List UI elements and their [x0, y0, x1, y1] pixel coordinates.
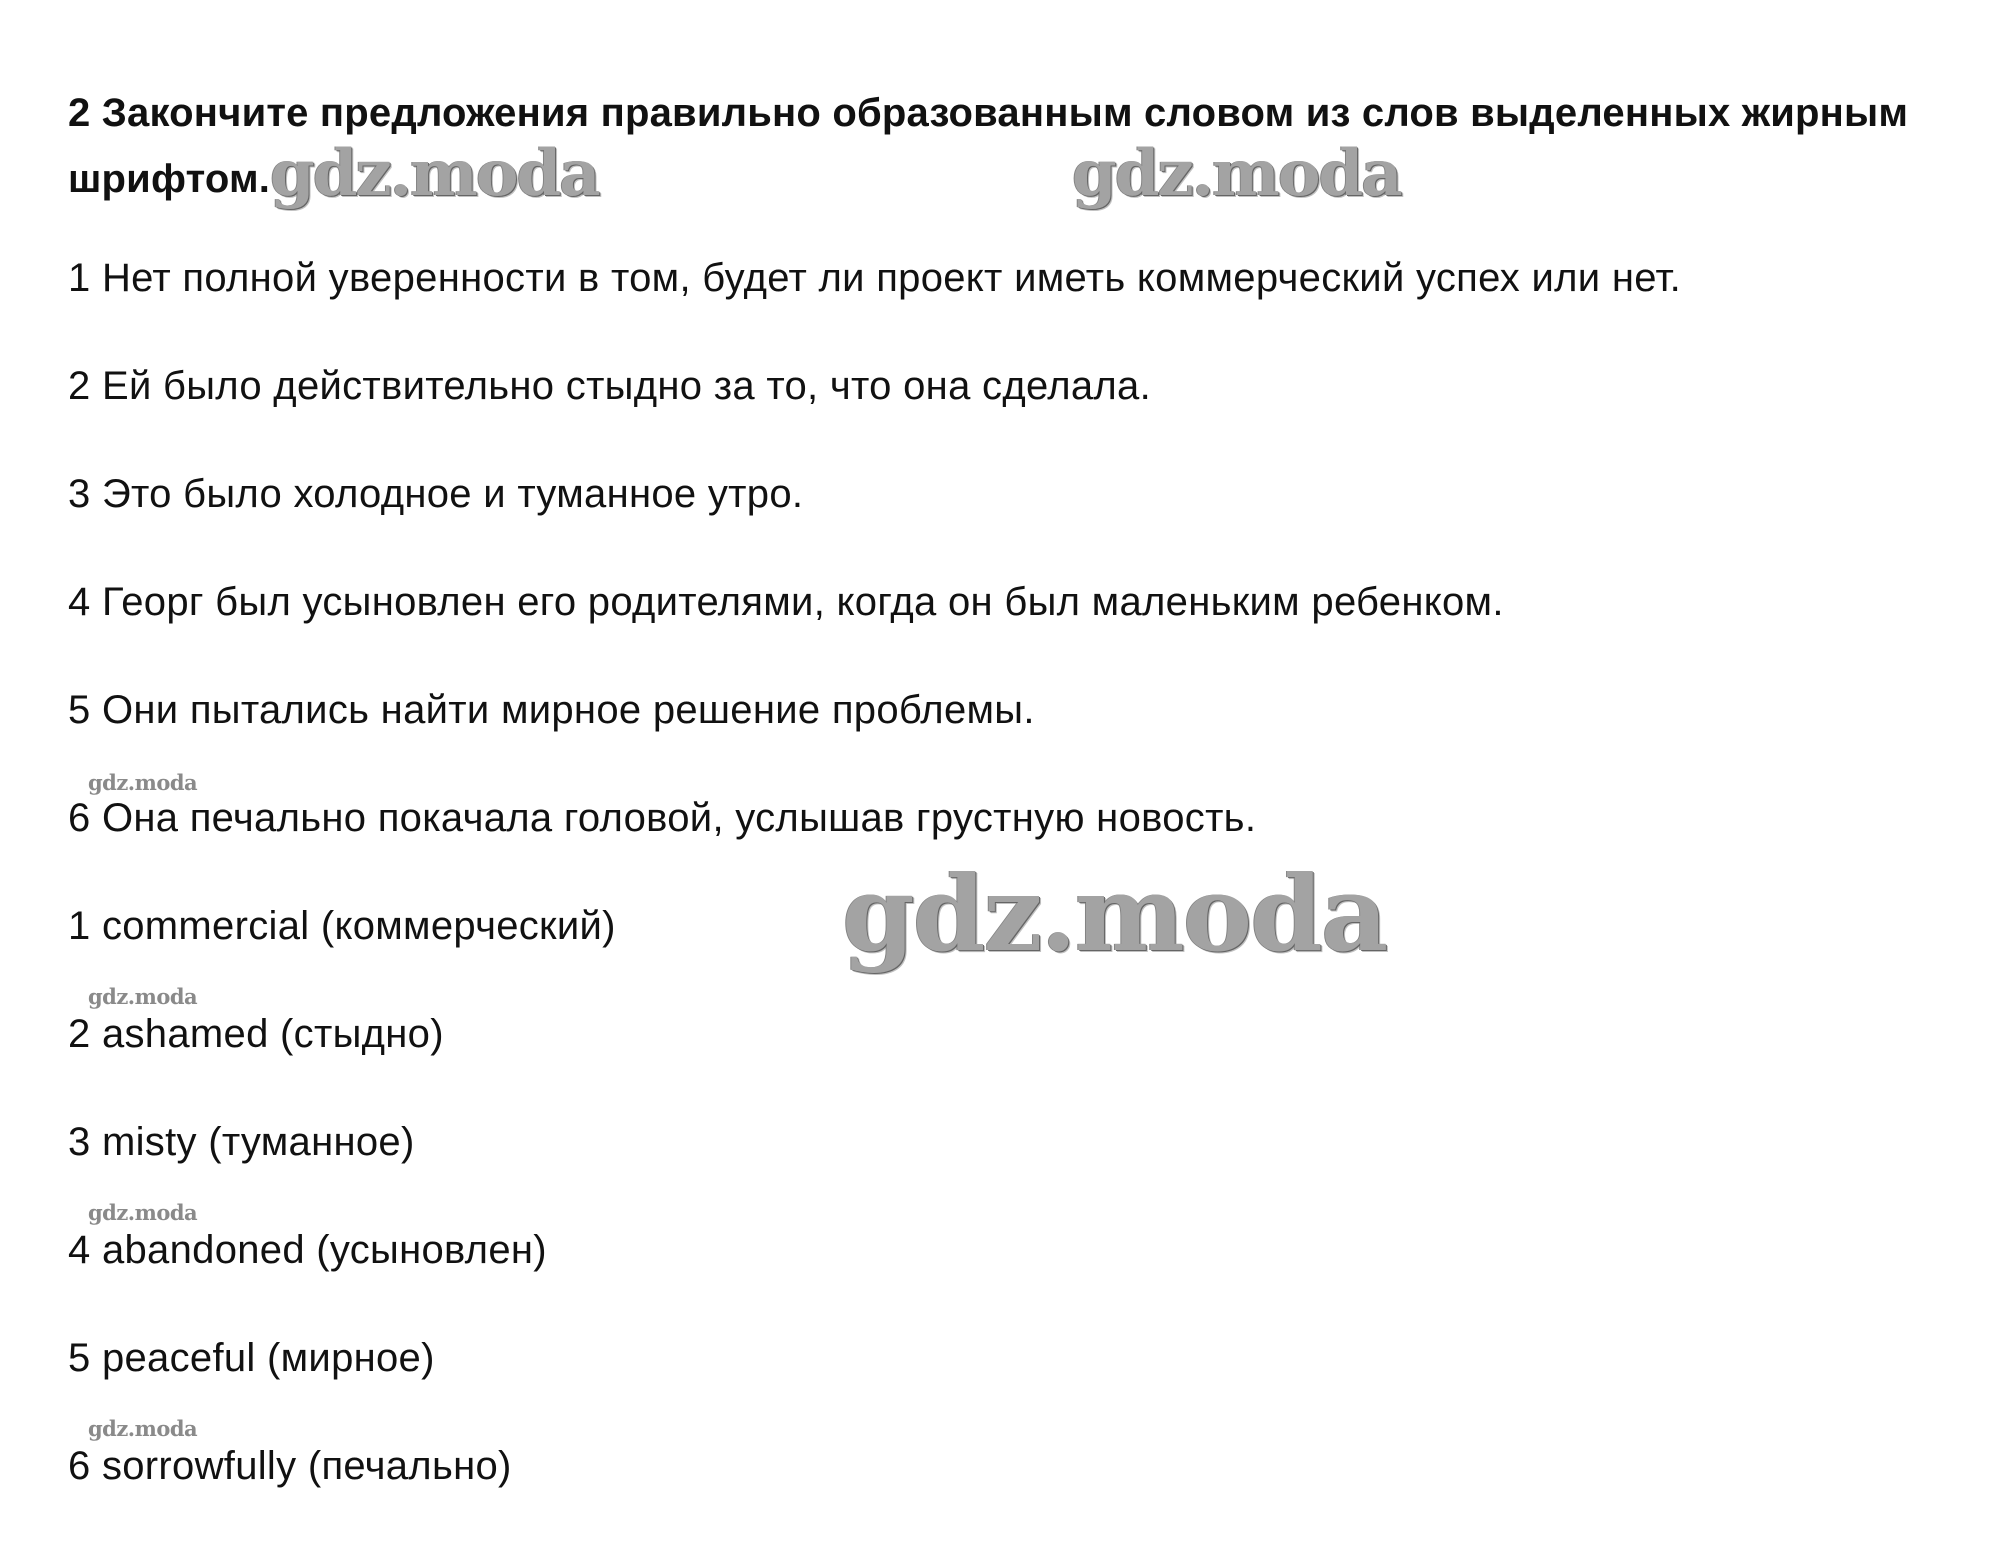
watermark: gdz.moda — [88, 1416, 198, 1441]
watermark: gdz.moda — [1072, 136, 1401, 211]
watermark: gdz.moda — [88, 770, 198, 795]
answer-1: 1 commercial (коммерческий) — [68, 904, 616, 948]
task-title: 2 Закончите предложения правильно образованным словом из слов выделенных жирным шрифтом. — [68, 91, 1909, 201]
answer-5: 5 peaceful (мирное) — [68, 1336, 435, 1380]
sentence-6: 6 Она печально покачала головой, услышав грустную новость. — [68, 796, 1257, 840]
answer-6: 6 sorrowfully (печально) — [68, 1444, 512, 1488]
answer-4: 4 abandoned (усыновлен) — [68, 1228, 547, 1272]
watermark: gdz.moda — [842, 852, 1387, 975]
sentence-5: 5 Они пытались найти мирное решение проблемы. — [68, 688, 1035, 732]
watermark: gdz.moda — [88, 984, 198, 1009]
answer-3: 3 misty (туманное) — [68, 1120, 415, 1164]
sentence-2: 2 Ей было действительно стыдно за то, что она сделала. — [68, 364, 1151, 408]
sentence-3: 3 Это было холодное и туманное утро. — [68, 472, 804, 516]
watermark: gdz.moda — [88, 1200, 198, 1225]
answer-2: 2 ashamed (стыдно) — [68, 1012, 444, 1056]
sentence-4: 4 Георг был усыновлен его родителями, когда он был маленьким ребенком. — [68, 580, 1504, 624]
watermark: gdz.moda — [270, 136, 599, 211]
sentence-1: 1 Нет полной уверенности в том, будет ли проект иметь коммерческий успех или нет. — [68, 256, 1682, 300]
